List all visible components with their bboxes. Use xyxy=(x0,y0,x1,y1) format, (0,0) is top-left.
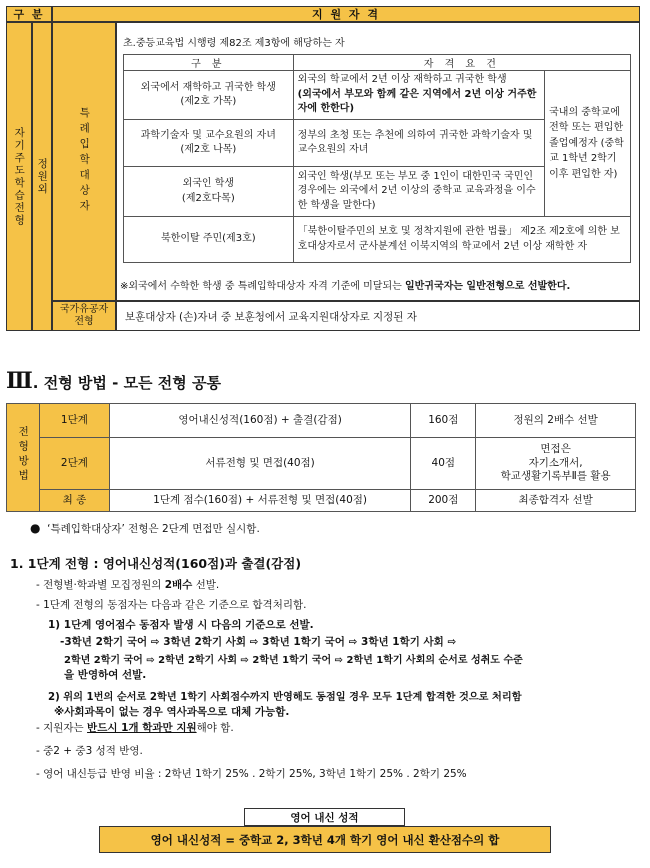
sub-category-label: 정원외 xyxy=(36,157,49,196)
table-row xyxy=(7,438,636,490)
special-intro: 초.중등교육법 시행령 제82조 제3항에 해당하는 자 xyxy=(123,38,345,49)
footnote-text: ※외국에서 수학한 학생 중 특례입학대상자 자격 기준에 미달되는 xyxy=(120,281,405,292)
inner-requirements-header: 자 격 요 건 xyxy=(293,55,630,71)
row-requirement xyxy=(293,120,544,167)
stage-label: 1단계 xyxy=(39,404,109,438)
stage-note-line: 자기소개서, xyxy=(528,456,583,469)
line1-post: 선발. xyxy=(192,579,220,591)
section3-roman: Ⅲ xyxy=(6,368,33,394)
stage-score: 200점 xyxy=(411,490,476,512)
stage-note xyxy=(476,490,636,512)
stage-note xyxy=(476,438,636,490)
table-row xyxy=(124,217,631,263)
special-admission-label: 특례입학대상자 xyxy=(78,107,91,216)
row-requirement-text: 정부의 초청 또는 추천에 의하여 귀국한 과학기술자 및 교수요원의 자녀 xyxy=(297,129,533,155)
row-requirement-text: 외국인 학생(부모 또는 부모 중 1인이 대한민국 국민인 경우에는 외국에서 2년 이상의 중학교 교육과정을 이수한 학생을 말한다) xyxy=(297,170,536,211)
col-category-header: 구 분 xyxy=(6,6,52,22)
side-note-cell xyxy=(545,71,631,217)
english-box-formula: 영어 내신성적 = 중학교 2, 3학년 4개 학기 영어 내신 환산점수의 합 xyxy=(99,826,551,853)
stage-note-line: 학교생활기록부Ⅱ를 활용 xyxy=(500,470,611,483)
selection-method-table xyxy=(6,403,636,512)
stage1-line5: - 영어 내신등급 반영 비율 : 2학년 1학기 25% . 2학기 25%, 3학년 1학기 25% . 2학기 25% xyxy=(36,768,467,780)
row-requirement-text: 「북한이탈주민의 보호 및 정착지원에 관한 법률」 제2조 제2호에 의한 보호대상자로서 군사분계선 이북지역의 학교에서 2년 이상 재학한 자 xyxy=(297,226,620,252)
row-requirement-text: 외국의 학교에서 2년 이상 재학하고 귀국한 학생 xyxy=(297,74,507,86)
stage1-line3 xyxy=(36,720,234,735)
rule1-title: 1) 1단계 영어점수 동점자 발생 시 다음의 기준으로 선발. xyxy=(48,619,314,631)
stage-label: 최 종 xyxy=(39,490,109,512)
row-requirement xyxy=(293,71,544,120)
table-row xyxy=(7,404,636,438)
inner-type-header: 구 분 xyxy=(124,55,294,71)
rule1-sequence-b: 2학년 2학기 국어 ⇨ 2학년 2학기 사회 ⇨ 2학년 1학기 국어 ⇨ 2학년 1학기 사회의 순서로 성취도 수준 xyxy=(64,655,523,666)
selection-side-cell xyxy=(7,404,40,512)
stage-content: 영어내신성적(160점) + 출결(감점) xyxy=(109,404,410,438)
section3-heading xyxy=(6,368,221,394)
stage-content: 1단계 점수(160점) + 서류전형 및 면접(40점) xyxy=(109,490,410,512)
selection-side-label: 전형방법 xyxy=(17,426,30,485)
veteran-cell xyxy=(52,301,116,331)
line3-pre: - 지원자는 xyxy=(36,722,88,734)
stage-note xyxy=(476,404,636,438)
stage-note-line: 면접은 xyxy=(540,443,571,456)
rule1-sequence-c: 을 반영하여 선발. xyxy=(64,669,147,681)
special-admission-cell xyxy=(52,22,116,301)
row-requirement xyxy=(293,167,544,217)
rule2-note: ※사회과목이 없는 경우 역사과목으로 대체 가능함. xyxy=(54,706,290,718)
row-type-code: (제2호 가목) xyxy=(180,96,237,107)
row-type-name: 외국인 학생 xyxy=(182,178,235,189)
row-type xyxy=(124,167,294,217)
stage1-heading: 1. 1단계 전형 : 영어내신성적(160점)과 출결(감점) xyxy=(10,556,302,571)
row-requirement-bold: (외국에서 부모와 함께 같은 지역에서 2년 이상 거주한 자에 한한다) xyxy=(297,88,537,115)
rule2: 2) 위의 1번의 순서로 2학년 1학기 사회점수까지 반영해도 동점일 경우 모두 1단계 합격한 것으로 처리함 xyxy=(48,692,522,703)
stage1-line2: - 1단계 전형의 동점자는 다음과 같은 기준으로 합격처리함. xyxy=(36,599,307,611)
row-type xyxy=(124,71,294,120)
row-type-code: (제2호다목) xyxy=(181,192,235,204)
side-note: 국내의 중학교에 전학 또는 편입한 졸업예정자 (중학교 1학년 2학기 이후 편입한 자) xyxy=(549,106,624,180)
stage-content: 서류전형 및 면접(40점) xyxy=(109,438,410,490)
veteran-text: 보훈대상자 (손)자녀 중 보훈청에서 교육지원대상자로 지정된 자 xyxy=(125,310,417,323)
line1-bold: 2배수 xyxy=(164,579,193,591)
row-type-name: 외국에서 재학하고 귀국한 학생 xyxy=(140,81,276,93)
section3-bullet xyxy=(30,521,260,536)
english-box-title: 영어 내신 성적 xyxy=(244,808,405,826)
row-type xyxy=(124,120,294,167)
table-row xyxy=(124,71,631,120)
stage1-line4: - 중2 + 중3 성적 반영. xyxy=(36,745,143,757)
bullet-text: ‘특례입학대상자’ 전형은 2단계 면접만 실시함. xyxy=(47,523,260,535)
qualification-table xyxy=(6,6,640,331)
bullet-icon: ● xyxy=(30,521,41,535)
stage1-line1 xyxy=(36,577,219,592)
row-type-name: 과학기술자 및 교수요원의 자녀 xyxy=(140,129,276,141)
table-row xyxy=(7,490,636,512)
veteran-label: 국가유공자 전형 xyxy=(59,304,109,327)
line3-post: 해야 함. xyxy=(196,722,234,734)
sub-category-cell xyxy=(32,22,52,331)
rule1-sequence-a: -3학년 2학기 국어 ⇨ 3학년 2학기 사회 ⇨ 3학년 1학기 국어 ⇨ 3학년 1학기 사회 ⇨ xyxy=(60,636,457,648)
line3-underline: 반드시 1개 학과만 지원 xyxy=(87,722,197,734)
special-requirements-table xyxy=(123,54,631,263)
col-qualification-header: 지 원 자 격 xyxy=(52,6,640,22)
stage-note-line: 최종합격자 선발 xyxy=(518,493,593,506)
footnote-bold: 일반귀국자는 일반전형으로 선발한다. xyxy=(404,281,571,292)
stage-label: 2단계 xyxy=(39,438,109,490)
section3-title: . 전형 방법 - 모든 전형 공통 xyxy=(32,374,221,392)
main-category-cell xyxy=(6,22,32,331)
veteran-content xyxy=(116,301,640,331)
row-requirement xyxy=(293,217,630,263)
stage-note-line: 정원의 2배수 선발 xyxy=(513,413,598,426)
special-footnote xyxy=(120,277,570,292)
stage-score: 40점 xyxy=(411,438,476,490)
stage-score: 160점 xyxy=(411,404,476,438)
row-type xyxy=(124,217,294,263)
line1-pre: - 전형별·학과별 모집정원의 xyxy=(36,579,165,591)
main-category-label: 자기주도학습전형 xyxy=(13,126,26,227)
row-type-name: 북한이탈 주민(제3호) xyxy=(161,233,256,245)
row-type-code: (제2호 나목) xyxy=(180,144,237,155)
